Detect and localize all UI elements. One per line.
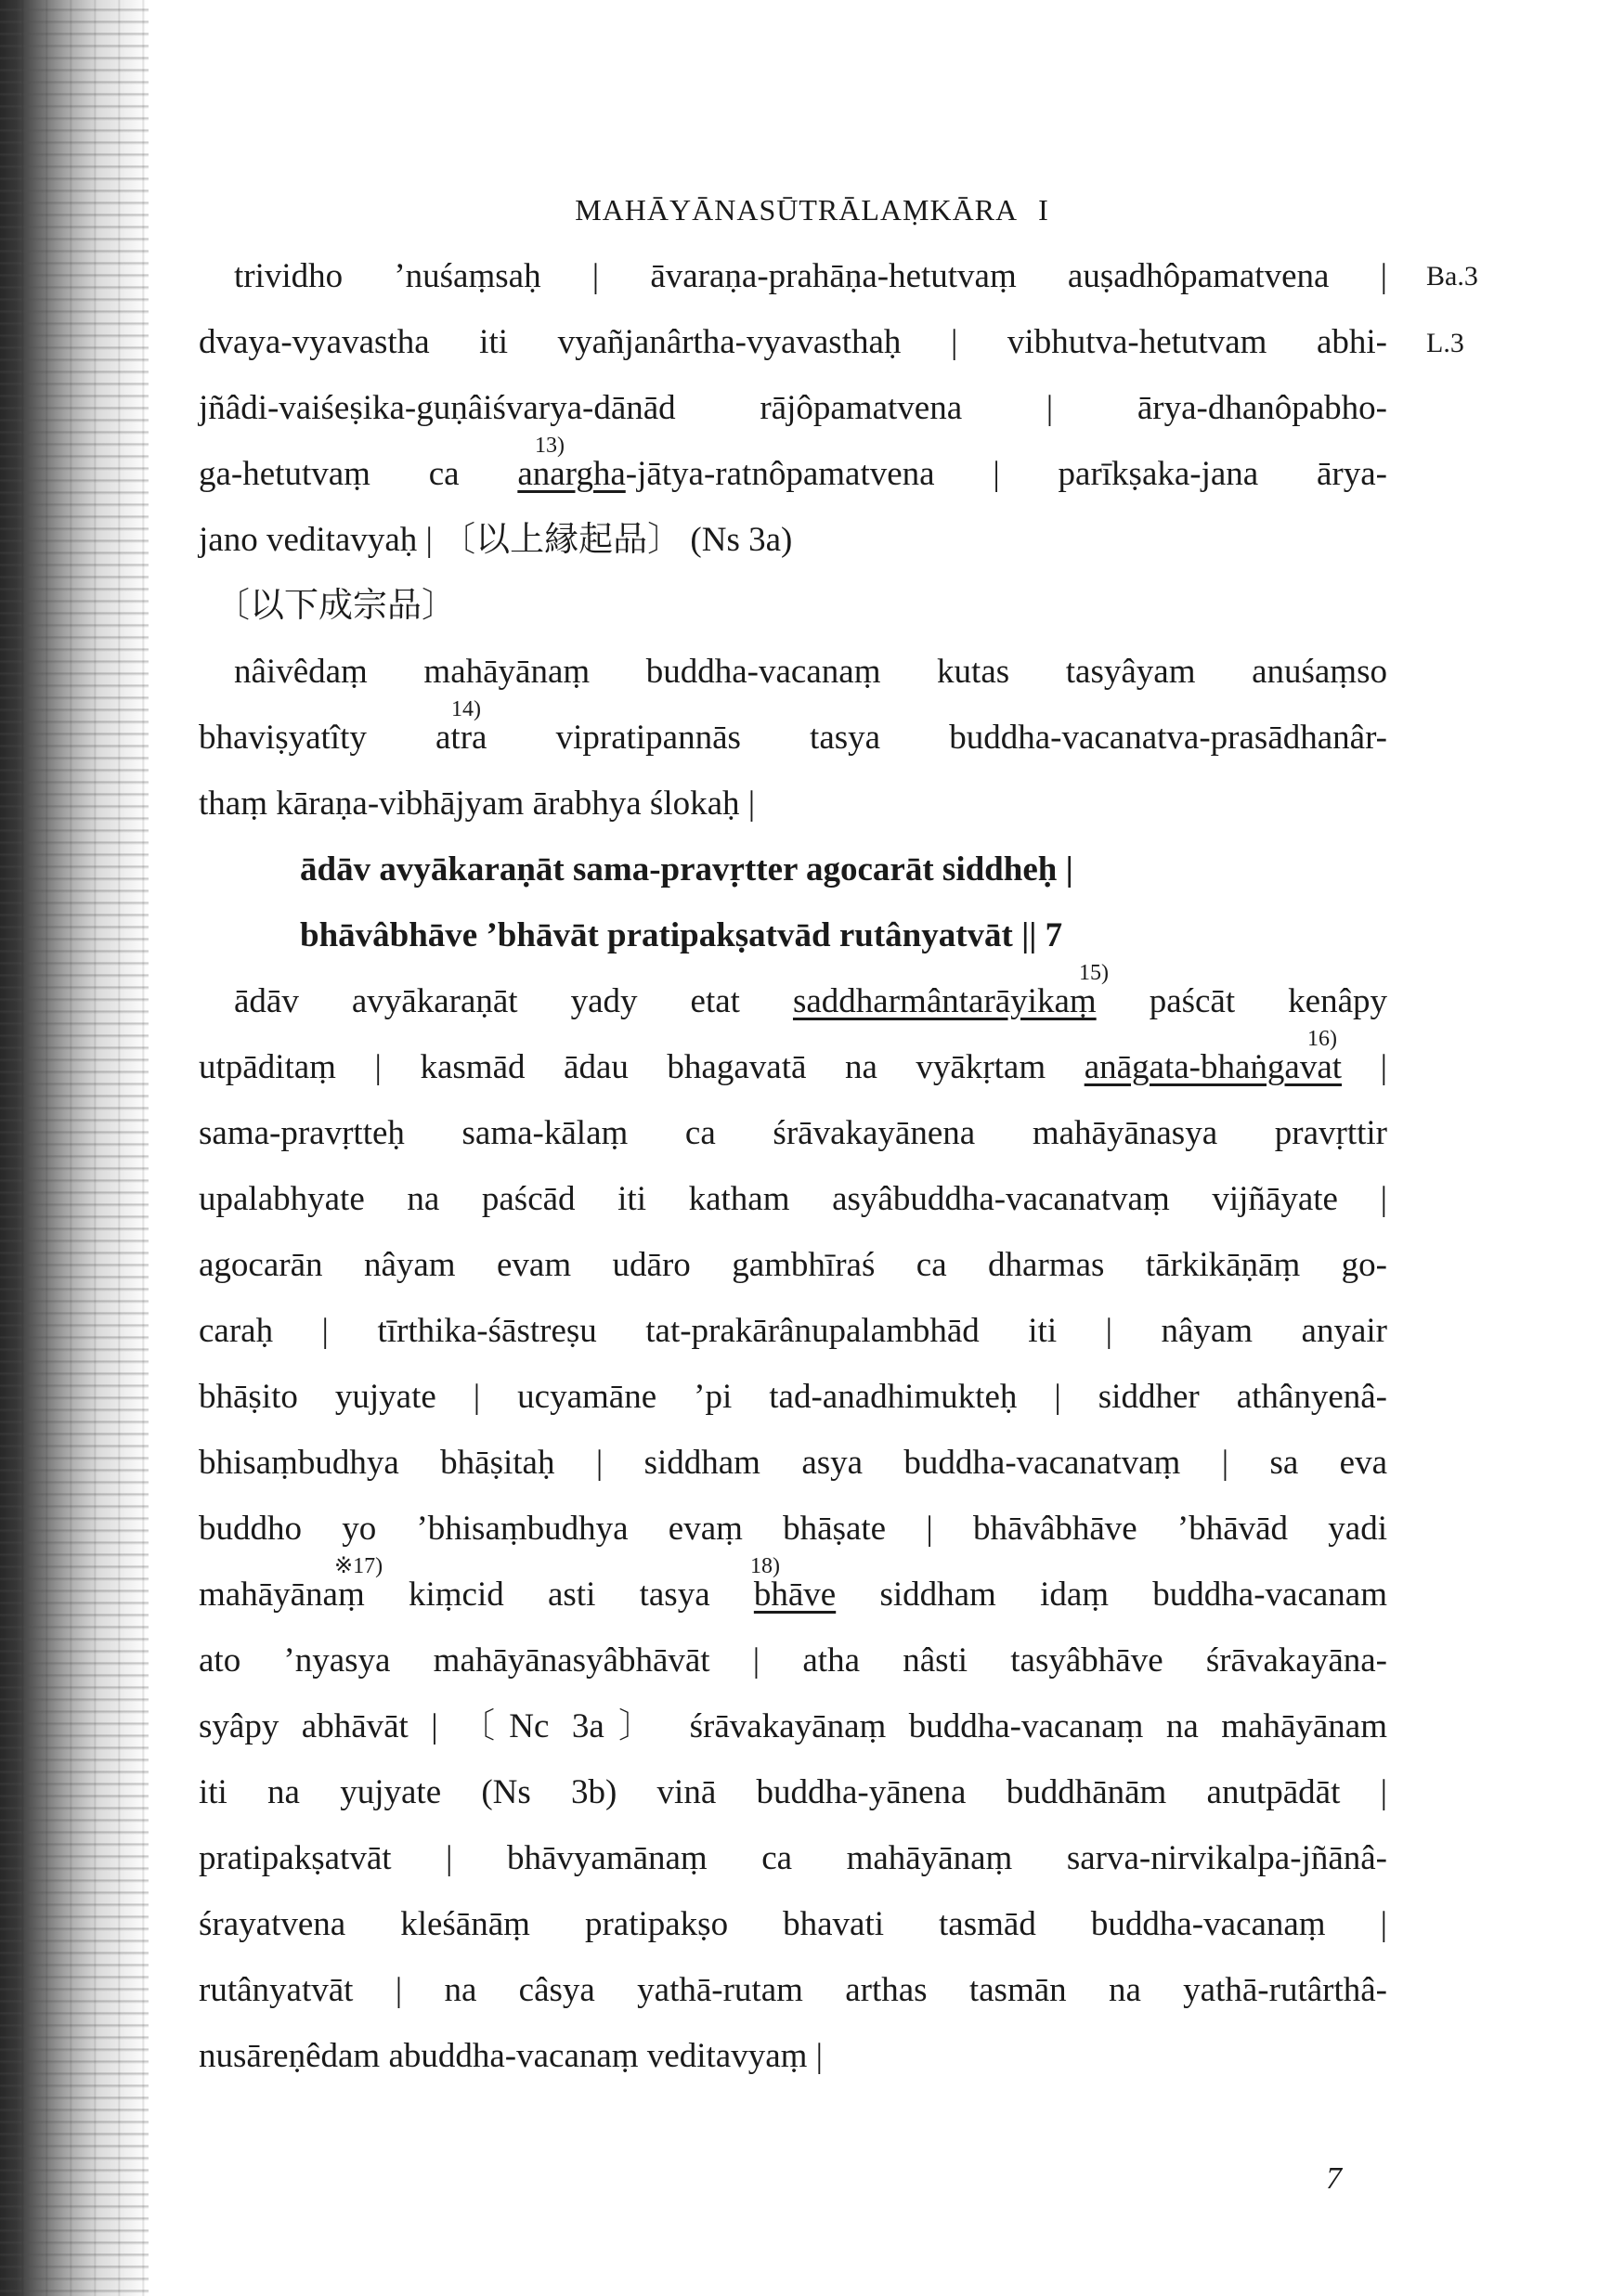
text-line-21: syâpy abhāvāt | 〔Nc 3a〕 śrāvakayānaṃ buddha-vacanaṃ na mahāyānam [199,1707,1387,1745]
text-line-8: bhaviṣyatîty atra vipratipannās tasya buddha-vacanatva-prasādhanâr- [199,719,1387,757]
text-line-1: trividho ’nuśaṃsaḥ | āvaraṇa-prahāṇa-hetutvaṃ auṣadhôpamatvena | [234,257,1387,295]
scan-noise [0,0,149,2296]
text-line-18: buddho yo ’bhisaṃbudhya evaṃ bhāṣate | bhāvâbhāve ’bhāvād yadi [199,1510,1387,1548]
text-segment: mahāyānaṃ kiṃcid asti tasya [199,1576,754,1614]
footnote-marker-14: 14) [451,697,481,721]
text-line-12: sama-pravṛtteḥ sama-kālaṃ ca śrāvakayānena mahāyānasya pravṛttir [199,1114,1387,1152]
page-number: 7 [1326,2161,1342,2196]
text-line-20: ato ’nyasya mahāyānasyâbhāvāt | atha nâsti tasyâbhāve śrāvakayāna- [199,1641,1387,1680]
text-segment: paścāt kenâpy [1096,982,1387,1020]
text-line-25: rutânyatvāt | na câsya yathā-rutam arthas tasmān na yathā-rutârthâ- [199,1971,1387,2009]
text-line-15: caraḥ | tīrthika-śāstreṣu tat-prakārânupalambhād iti | nâyam anyair [199,1312,1387,1350]
text-line-23: pratipakṣatvāt | bhāvyamānaṃ ca mahāyānaṃ sarva-nirvikalpa-jñānâ- [199,1839,1387,1877]
verse-line-2: bhāvâbhāve ’bhāvāt pratipakṣatvād rutânyatvāt || 7 [300,916,1063,954]
text-line-3: jñâdi-vaiśeṣika-guṇâiśvarya-dānād rājôpamatvena | ārya-dhanôpabho- [199,389,1387,427]
text-line-26: nusāreṇêdam abuddha-vacanaṃ veditavyaṃ | [199,2037,824,2075]
underlined-term: bhāve [753,1576,837,1614]
text-line-24: śrayatvena kleśānāṃ pratipakṣo bhavati tasmād buddha-vacanaṃ | [199,1905,1387,1943]
text-line-7: nâivêdaṃ mahāyānaṃ buddha-vacanaṃ kutas tasyâyam anuśaṃso [234,653,1387,691]
text-segment: siddham idaṃ buddha-vacanam [836,1576,1387,1614]
chapter-heading: 〔以下成宗品〕 [215,587,456,625]
text-line-9: thaṃ kāraṇa-vibhājyam ārabhya ślokaḥ | [199,785,756,823]
text-line-16: bhāṣito yujyate | ucyamāne ’pi tad-anadhimukteḥ | siddher athânyenâ- [199,1378,1387,1416]
margin-note-ba: Ba.3 [1426,261,1478,292]
running-header [0,193,1624,227]
text-segment: ādāv avyākaraṇāt yady etat [234,982,793,1020]
text-line-10 [234,984,1387,1053]
footnote-marker-17: ※17) [334,1554,383,1578]
footnote-marker-15: 15) [1079,961,1109,985]
header-title: MAHĀYĀNASŪTRĀLAṂKĀRA [575,193,1019,227]
underlined-term: anāgata-bhaṅgavat [1084,1048,1343,1086]
text-line-4 [199,457,1387,525]
text-line-13: upalabhyate na paścād iti katham asyâbuddha-vacanatvaṃ vijñāyate | [199,1180,1387,1218]
underlined-term: anargha [517,455,626,493]
text-line-2: dvaya-vyavastha iti vyañjanârtha-vyavasthaḥ | vibhutva-hetutvam abhi- [199,323,1387,361]
verse-line-1: ādāv avyākaraṇāt sama-pravṛtter agocarāt siddheḥ | [300,850,1073,889]
text-line-17: bhisaṃbudhya bhāṣitaḥ | siddham asya buddha-vacanatvaṃ | sa eva [199,1444,1387,1482]
text-segment: -jātya-ratnôpamatvena | parīkṣaka-jana ārya- [625,455,1387,493]
text-line-11 [199,1050,1387,1119]
margin-note-l: L.3 [1426,328,1464,358]
text-line-14: agocarān nâyam evam udāro gambhīraś ca dharmas tārkikāṇāṃ go- [199,1246,1387,1284]
header-numeral: I [1038,193,1049,227]
text-segment: utpāditaṃ | kasmād ādau bhagavatā na vyākṛtam [199,1048,1085,1086]
text-line-5: jano veditavyaḥ | 〔以上縁起品〕 (Ns 3a) [199,521,793,559]
footnote-marker-13: 13) [535,434,565,458]
text-segment: | [1342,1048,1387,1086]
text-line-22: iti na yujyate (Ns 3b) vinā buddha-yānena buddhānām anutpādāt | [199,1773,1387,1811]
footnote-marker-18: 18) [750,1554,780,1578]
underlined-term: saddharmântarāyikaṃ [792,982,1097,1020]
text-line-19 [199,1577,1387,1646]
footnote-marker-16: 16) [1307,1027,1337,1051]
text-segment: ga-hetutvaṃ ca [199,455,518,493]
